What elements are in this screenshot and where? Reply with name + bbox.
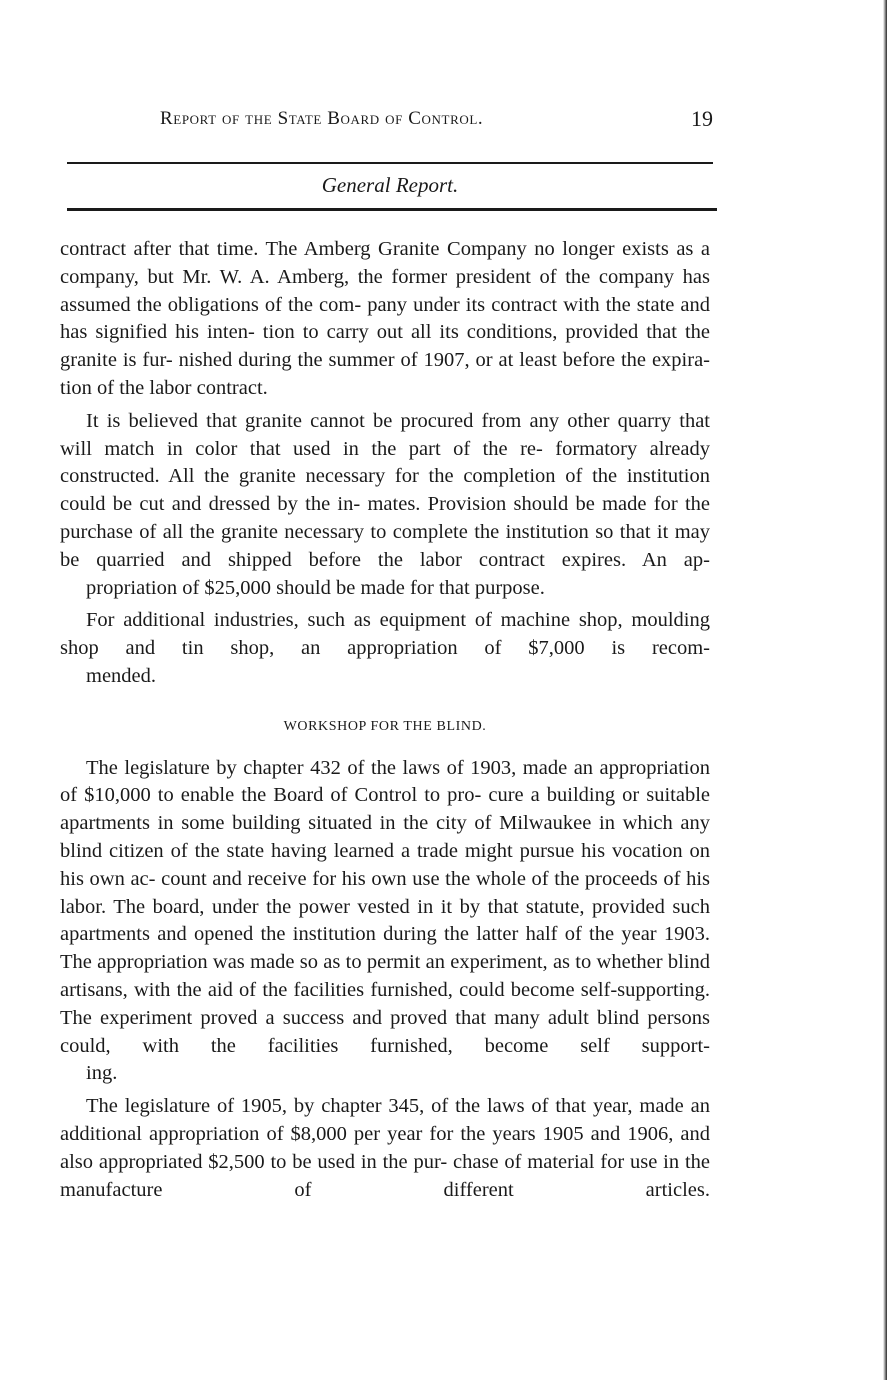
paragraph-text: It is believed that granite cannot be procured from any other quarry that will match in color that used in the part of the re- formatory already constructed. All the granite necessary for the completion of the institution could be cut and dressed by the in- mates. Provision should be made for the purchase of all the granite necessary to complete the institution so that it may be quarried and shipped before the labor contract expires. An ap-: [60, 409, 710, 571]
running-title: Report of the State Board of Control.: [160, 108, 484, 129]
paragraph-text: The legislature by chapter 432 of the laws of 1903, made an appropriation of $10,000 to enable the Board of Control to pro- cure a building or suitable apartments in some building situated in the city of Milwaukee in which any blind citizen of the state having learned a trade might pursue his vocation on his own ac- count and receive for his own use the whole of the proceeds of his labor. The board, under the power vested in it by that statute, provided such apartments and opened the institution during the latter half of the year 1903. The appropriation was made so as to permit an experiment, as to whether blind artisans, with the aid of the facilities furnished, could become self-supporting. The experiment proved a success and proved that many adult blind persons could, with the facilities furnished, become self support-: [60, 756, 710, 1057]
paragraph-legislature-1905: [60, 1093, 710, 1204]
paragraph-last-line: propriation of $25,000 should be made for that purpose.: [86, 576, 545, 599]
paragraph-last-line: mended.: [86, 664, 157, 687]
paragraph-legislature-1903: [60, 755, 710, 1089]
paragraph-text: For additional industries, such as equipment of machine shop, moulding shop and tin shop, an appropriation of $7,000 is recom-: [60, 609, 710, 660]
paragraph-last-line: ing.: [86, 1062, 118, 1085]
page-edge: [883, 0, 887, 1380]
subheading-workshop: WORKSHOP FOR THE BLIND.: [283, 718, 487, 734]
bottom-rule: [67, 208, 717, 211]
page-number: 19: [691, 106, 713, 131]
paragraph-contract: [60, 236, 710, 403]
body-text: [60, 236, 710, 1209]
paragraph-text: The legislature of 1905, by chapter 345, of the laws of that year, made an additional appropriation of $8,000 per year for the years 1905 and 1906, and also appropriated $2,500 to be used in the pur- chase of material for use in the manufacture of different articles.: [60, 1095, 710, 1201]
top-rule: [67, 162, 713, 164]
paragraph-granite: [60, 408, 710, 603]
paragraph-industries: [60, 607, 710, 690]
paragraph-last-line: tion of the labor contract.: [60, 376, 268, 399]
paragraph-text: contract after that time. The Amberg Granite Company no longer exists as a company, but Mr. W. A. Amberg, the former president of the company has assumed the obligations of the com- pany under its contract with the state and has signified his inten- tion to carry out all its conditions, provided that the granite is fur- nished during the summer of 1907, or at least before the expira-: [60, 238, 710, 372]
running-head: [160, 108, 720, 138]
section-heading: General Report.: [321, 173, 459, 197]
